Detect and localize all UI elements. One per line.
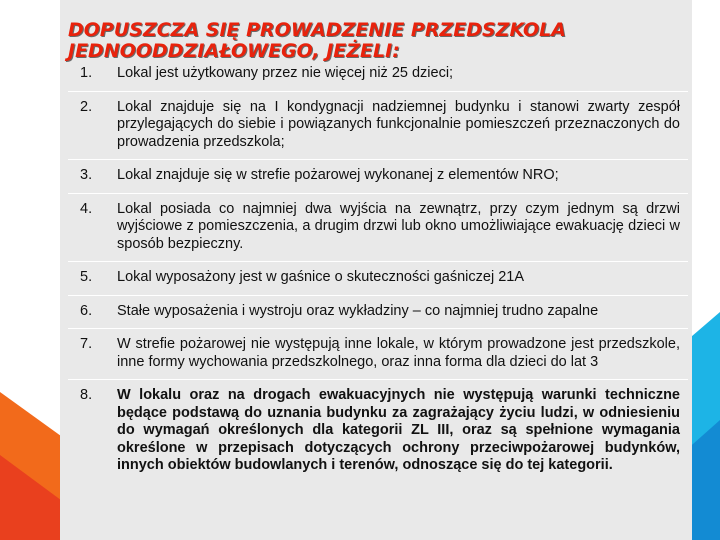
item-number: 4. (80, 200, 93, 217)
item-number: 8. (80, 387, 93, 403)
slide-title-line-1: DOPUSZCZA SIĘ PROWADZENIE PRZEDSZKOLA (68, 19, 566, 41)
item-number: 1. (80, 65, 93, 81)
item-text: Lokal znajduje się na I kondygnacji nadziemnej budynku i stanowi zwarty zespół przylegających do siebie i powiązanych funkcjonalnie pomieszczeń przeznaczonych do prowadzenia przedszkola; (117, 98, 680, 150)
list-item (68, 58, 688, 91)
conditions-list (68, 58, 688, 483)
item-text: Lokal wyposażony jest w gaśnice o skuteczności gaśniczej 21A (117, 269, 525, 285)
item-number: 7. (80, 336, 93, 352)
item-number: 2. (80, 98, 93, 115)
item-text: W lokalu oraz na drogach ewakuacyjnych nie występują warunki techniczne będące podstawą do uznania budynku za zagrażający życiu ludzi, w odniesieniu do wymagań określonych dla kategorii ZL III, oraz są spełnione wymagania określone w przepisach dotyczących ochrony przeciwpożarowej budynków, innych obiektów budowlanych i terenów, odnoszące się do tej kategorii. (117, 387, 680, 473)
item-text: Lokal jest użytkowany przez nie więcej niż 25 dzieci; (117, 65, 454, 81)
list-item (68, 91, 688, 160)
list-item (68, 262, 688, 296)
list-item (68, 160, 688, 194)
item-number: 6. (80, 302, 93, 319)
list-item (68, 380, 688, 483)
item-text: Lokal znajduje się w strefie pożarowej wykonanej z elementów NRO; (117, 167, 559, 183)
slide-title (68, 20, 688, 62)
list-item (68, 295, 688, 329)
item-number: 3. (80, 167, 93, 183)
item-number: 5. (80, 269, 93, 285)
list-item (68, 329, 688, 380)
slide-title-line-2: JEDNOODDZIAŁOWEGO, JEŻELI: (68, 40, 400, 62)
item-text: W strefie pożarowej nie występują inne lokale, w którym prowadzone jest przedszkole, inne formy wychowania przedszkolnego, oraz inna forma dla dzieci do lat 3 (117, 336, 680, 370)
list-item (68, 193, 688, 262)
item-text: Stałe wyposażenia i wystroju oraz wykładziny – co najmniej trudno zapalne (117, 302, 599, 319)
item-text: Lokal posiada co najmniej dwa wyjścia na zewnątrz, przy czym jednym są drzwi wyjściowe z pomieszczenia, a drugim drzwi lub okno umożliwiające ewakuację dzieci w sposób bezpieczny. (117, 200, 680, 252)
